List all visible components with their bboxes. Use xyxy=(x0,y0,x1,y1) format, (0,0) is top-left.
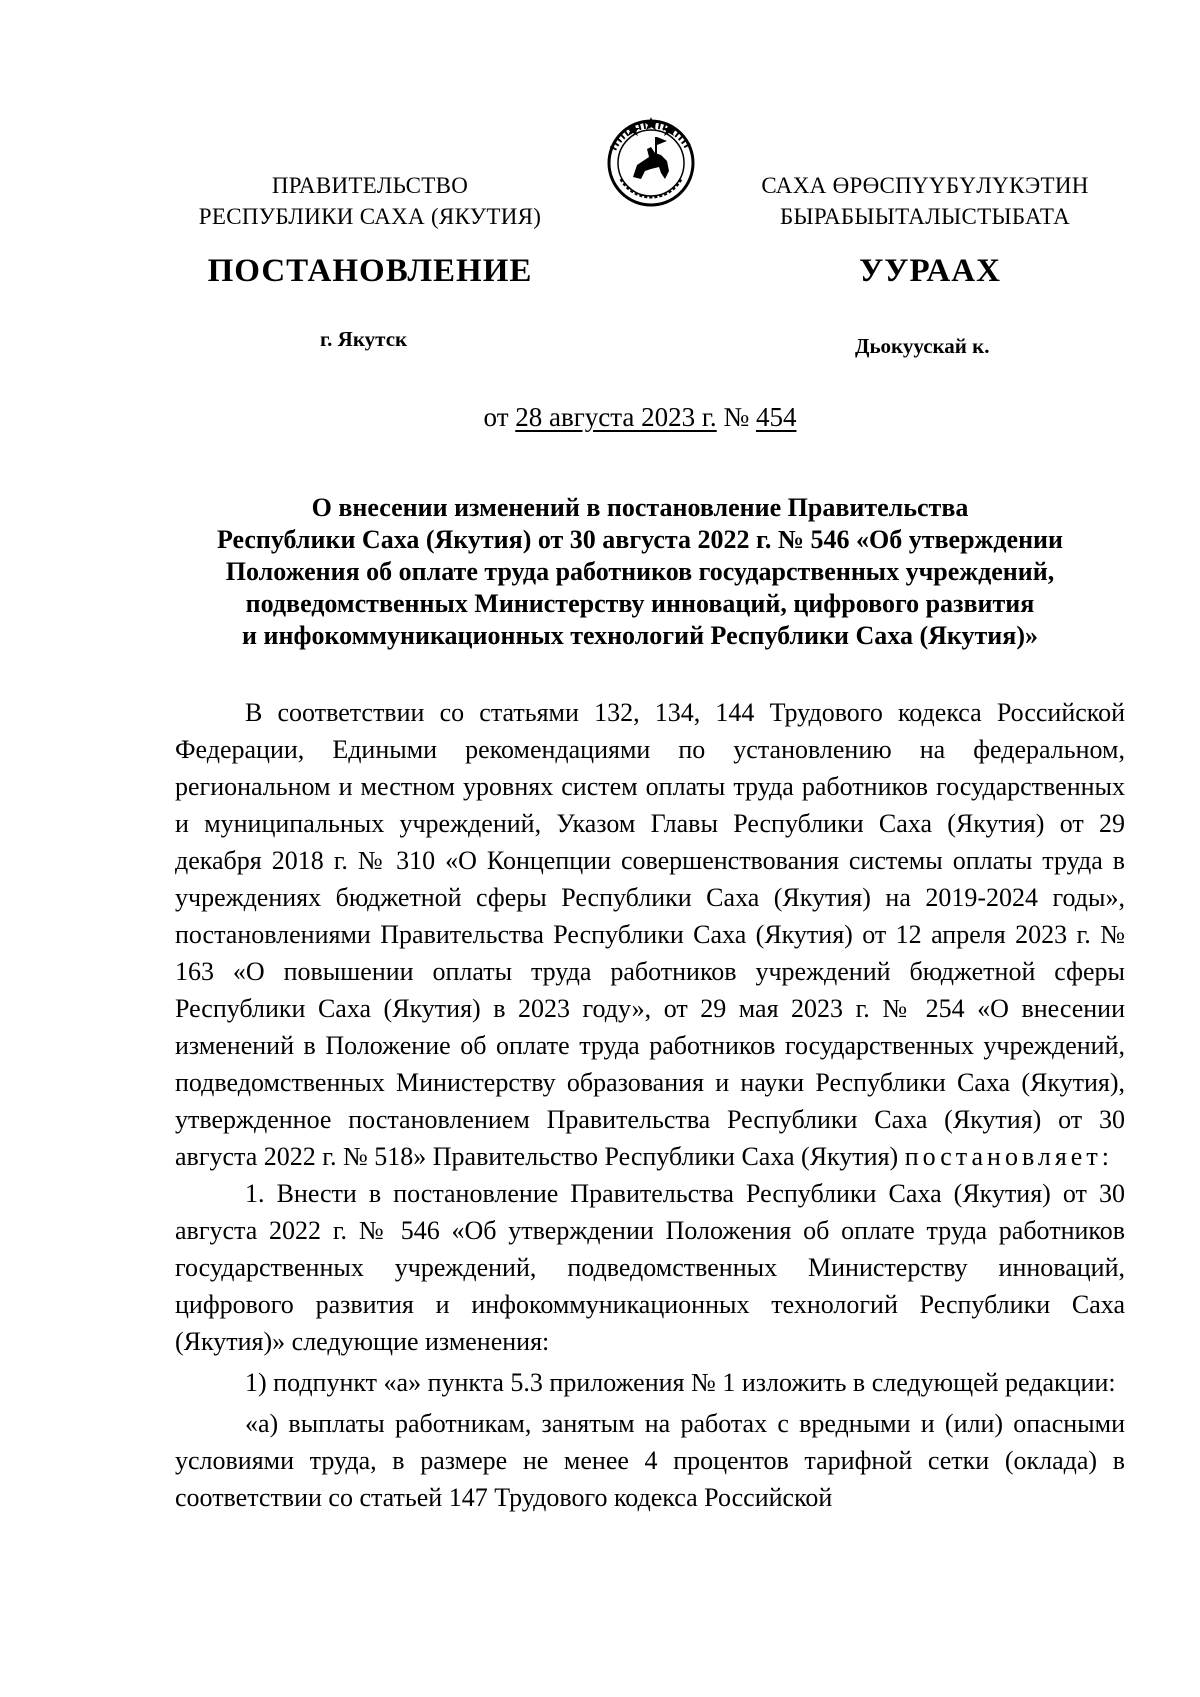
city-ru: г. Якутск xyxy=(320,327,408,351)
document-number: 454 xyxy=(755,402,797,432)
item-1-paragraph: 1. Внести в постановление Правительства Республики Саха (Якутия) от 30 августа 2022 г. № 546 «Об утверждении Положения об оплате труда работников государственных учреждений, подведомственных Министерству инноваций, цифрового развития и инфокоммуникационных технологий Республики Саха (Якутия)» следующие изменения: xyxy=(175,1179,1125,1356)
coat-of-arms-icon xyxy=(603,113,699,209)
government-name-ru-line2: РЕСПУБЛИКИ САХА (ЯКУТИЯ) xyxy=(198,204,542,229)
resolves-word: постановляет: xyxy=(904,1142,1113,1171)
government-name-sah-line1: САХА ӨРӨСПҮҮБҮЛҮКЭТИН xyxy=(761,173,1089,198)
number-sign: № xyxy=(723,402,750,432)
government-name-sah xyxy=(745,170,1105,232)
title-line: и инфокоммуникационных технологий Республики Саха (Якутия)» xyxy=(242,621,1038,650)
document-body xyxy=(175,694,1125,1516)
document-type-sah: УУРААХ xyxy=(859,253,1001,289)
title-line: подведомственных Министерству инноваций, цифрового развития xyxy=(245,589,1035,618)
document-date-line xyxy=(0,402,1200,433)
document-type-ru: ПОСТАНОВЛЕНИЕ xyxy=(207,253,533,289)
document-date: 28 августа 2023 г. xyxy=(515,402,717,432)
document-title xyxy=(150,492,1130,652)
title-line: Республики Саха (Якутия) от 30 августа 2022 г. № 546 «Об утверждении xyxy=(216,525,1064,554)
subitem-1-paragraph: 1) подпункт «а» пункта 5.3 приложения № 1 изложить в следующей редакции: xyxy=(245,1368,1116,1397)
date-prefix: от xyxy=(483,402,509,432)
title-line: О внесении изменений в постановление Правительства xyxy=(311,493,969,522)
preamble-paragraph xyxy=(175,694,1125,1175)
government-name-ru xyxy=(180,170,560,232)
city-sah: Дьокуускай к. xyxy=(855,334,990,358)
government-name-sah-line2: БЫРАБЫЫТАЛЫСТЫБАТА xyxy=(779,204,1071,229)
title-line: Положения об оплате труда работников государственных учреждений, xyxy=(225,557,1055,586)
preamble-text: В соответствии со статьями 132, 134, 144 Трудового кодекса Российской Федерации, Едиными рекомендациями по установлению на федеральном, региональном и местном уровнях систем оплаты труда работников государственных и муниципальных учреждений, Указом Главы Республики Саха (Якутия) от 29 декабря 2018 г. № 310 «О Концепции совершенствования системы оплаты труда в учреждениях бюджетной сферы Республики Саха (Якутия) на 2019-2024 годы», постановлениями Правительства Республики Саха (Якутия) от 12 апреля 2023 г. № 163 «О повышении оплаты труда работников учреждений бюджетной сферы Республики Саха (Якутия) в 2023 году», от 29 мая 2023 г. № 254 «О внесении изменений в Положение об оплате труда работников государственных учреждений, подведомственных Министерству образования и науки Республики Саха (Якутия), утвержденное постановлением Правительства Республики Саха (Якутия) от 30 августа 2022 г. № 518» Правительство Республики Саха (Якутия) xyxy=(175,698,1125,1171)
quote-a-paragraph: «а) выплаты работникам, занятым на работах с вредными и (или) опасными условиями труда, в размере не менее 4 процентов тарифной сетки (оклада) в соответствии со статьей 147 Трудового кодекса Российской xyxy=(175,1409,1125,1512)
government-name-ru-line1: ПРАВИТЕЛЬСТВО xyxy=(271,173,469,198)
